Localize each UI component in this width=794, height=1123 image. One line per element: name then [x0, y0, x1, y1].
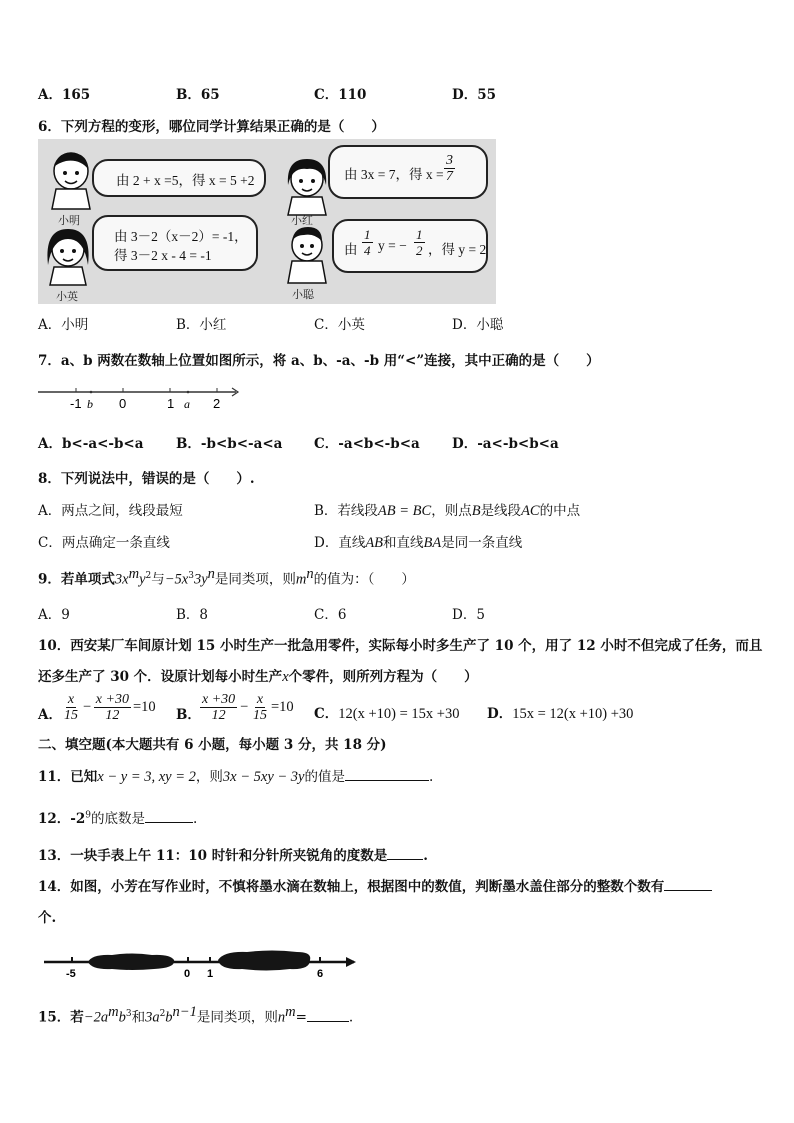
ink-blot-left — [88, 954, 174, 971]
q8-stem: 8．下列说法中，错误的是（ ）. — [38, 471, 255, 487]
q15-answer-blank[interactable] — [307, 1021, 349, 1022]
q6-stem: 6．下列方程的变形，哪位同学计算结果正确的是（ ） — [38, 119, 385, 135]
q5-option-a: A．165 — [38, 87, 91, 103]
bubble-cong — [332, 219, 488, 273]
girl-ying-icon — [42, 225, 94, 287]
q6-option-c: C．小英 — [314, 317, 365, 333]
bubble-cong-pre: 由 — [344, 242, 358, 257]
q7-tick-a: a — [184, 397, 190, 411]
girl-hong-icon — [282, 155, 332, 217]
bubble-ming — [92, 159, 266, 197]
bubble-cong-mid: y = − — [378, 238, 407, 253]
q7-tick-0: 0 — [119, 396, 127, 411]
bubble-ming-text: 由 2 + x =5，得 x = 5 +2 — [116, 173, 255, 188]
q14-tick-0: 0 — [184, 968, 191, 980]
boy-ming-icon — [46, 149, 96, 211]
q5-option-c: C．110 — [314, 87, 367, 103]
q13-answer-blank[interactable] — [387, 859, 423, 860]
bubble-cong-frac2: $\frac{1}{2}$ — [416, 227, 423, 258]
q7-option-a: A．b<-a<-b<a — [38, 436, 144, 452]
kid-name-hong: 小红 — [291, 214, 313, 227]
q6-cartoon-figure — [38, 139, 496, 304]
kid-name-cong: 小聪 — [292, 288, 314, 301]
q10-option-a-expr: $\frac{x}{15}$ − $\frac{x +30}{12}$ =10 — [64, 692, 156, 723]
bubble-cong-frac1: $\frac{1}{4}$ — [364, 227, 371, 258]
bubble-ying — [92, 215, 258, 271]
boy-cong-icon — [282, 223, 332, 285]
q10-option-b-label: B． — [176, 707, 201, 723]
q7-option-d: D．-a<-b<b<a — [452, 436, 559, 452]
q10-option-d: D．15x = 12(x +10) +30 — [487, 706, 634, 722]
section-2-heading: 二、填空题(本大题共有 6 小题，每小题 3 分，共 18 分) — [38, 737, 387, 753]
bubble-hong — [328, 145, 488, 199]
q8-option-c: C．两点确定一条直线 — [38, 535, 170, 551]
q7-tick-2: 2 — [213, 396, 221, 411]
q9-stem: 9．若单项式$3x^my^2$与$-5x^33y^n$是同类项，则$m^n$的值为：（ ） — [38, 566, 415, 588]
q9-option-b: B．8 — [176, 607, 209, 623]
q6-option-a: A．小明 — [38, 317, 89, 333]
q7-tick-b: b — [87, 397, 93, 411]
q6-option-b: B．小红 — [176, 317, 227, 333]
q7-option-c: C．-a<b<-b<a — [314, 436, 420, 452]
q14-tick-1: 1 — [207, 968, 214, 980]
q7-tick-neg1: -1 — [70, 396, 82, 411]
q10-option-b-expr: $\frac{x +30}{12}$ − $\frac{x}{15}$ =10 — [202, 692, 294, 723]
q8-option-b: B．若线段AB = BC，则点B是线段AC的中点 — [314, 503, 581, 519]
q9-option-a: A．9 — [38, 607, 70, 623]
q9-option-c: C．6 — [314, 607, 347, 623]
q14-line2: 个. — [38, 910, 57, 926]
kid-name-ying: 小英 — [56, 290, 78, 303]
q8-option-d: D．直线AB和直线BA是同一条直线 — [314, 535, 523, 551]
q8-option-a: A．两点之间，线段最短 — [38, 503, 183, 519]
q7-stem: 7．a、b 两数在数轴上位置如图所示，将 a、b、-a、-b 用“<”连接，其中正确的是（ ） — [38, 353, 600, 369]
bubble-hong-fraction: $\frac{3}{7}$ — [446, 153, 453, 184]
q7-number-line — [36, 384, 240, 412]
q11-stem: 11．已知x − y = 3, xy = 2，则3x − 5xy − 3y的值是 . — [38, 769, 434, 785]
bubble-ying-line2: 得 3－2 x - 4 = -1 — [114, 248, 212, 263]
q14-tick-6: 6 — [317, 968, 324, 980]
q13-stem: 13．一块手表上午 11：10 时针和分针所夹锐角的度数是 . — [38, 848, 428, 864]
q14-answer-blank[interactable] — [664, 890, 712, 891]
q11-answer-blank[interactable] — [345, 780, 429, 781]
q12-stem: 12．$-2^9$的底数是 . — [38, 810, 198, 827]
q9-option-d: D．5 — [452, 607, 485, 623]
kid-name-ming: 小明 — [58, 214, 80, 227]
q5-option-b: B．65 — [176, 87, 220, 103]
q7-option-b: B．-b<b<-a<a — [176, 436, 283, 452]
q12-answer-blank[interactable] — [145, 822, 193, 823]
q10-option-a-label: A． — [38, 707, 62, 723]
q10-option-c: C．12(x +10) = 15x +30 — [314, 706, 460, 722]
q14-tick-neg5: -5 — [66, 968, 76, 980]
q6-option-d: D．小聪 — [452, 317, 504, 333]
q15-stem: 15．若$-2a^mb^3$和$3a^2b^{n-1}$是同类项，则$n^m=$ . — [38, 1004, 354, 1026]
q7-tick-1: 1 — [167, 396, 175, 411]
bubble-hong-pre: 由 3x = 7，得 x = — [344, 167, 444, 182]
bubble-ying-line1: 由 3－2（x－2）= -1， — [114, 229, 248, 244]
bubble-cong-post: ，得 y = 2 — [428, 242, 487, 257]
q14-number-line — [42, 946, 360, 980]
q10-line2: 还多生产了 30 个．设原计划每小时生产x个零件，则所列方程为（ ） — [38, 669, 478, 685]
q10-line1: 10．西安某厂车间原计划 15 小时生产一批急用零件，实际每小时多生产了 10 个，用了 12 小时不但完成了任务，而且 — [38, 638, 763, 654]
ink-blot-right — [218, 951, 310, 971]
q5-option-d: D．55 — [452, 87, 496, 103]
q14-line1: 14．如图，小芳在写作业时，不慎将墨水滴在数轴上，根据图中的数值，判断墨水盖住部分的整数个数有 — [38, 875, 712, 895]
